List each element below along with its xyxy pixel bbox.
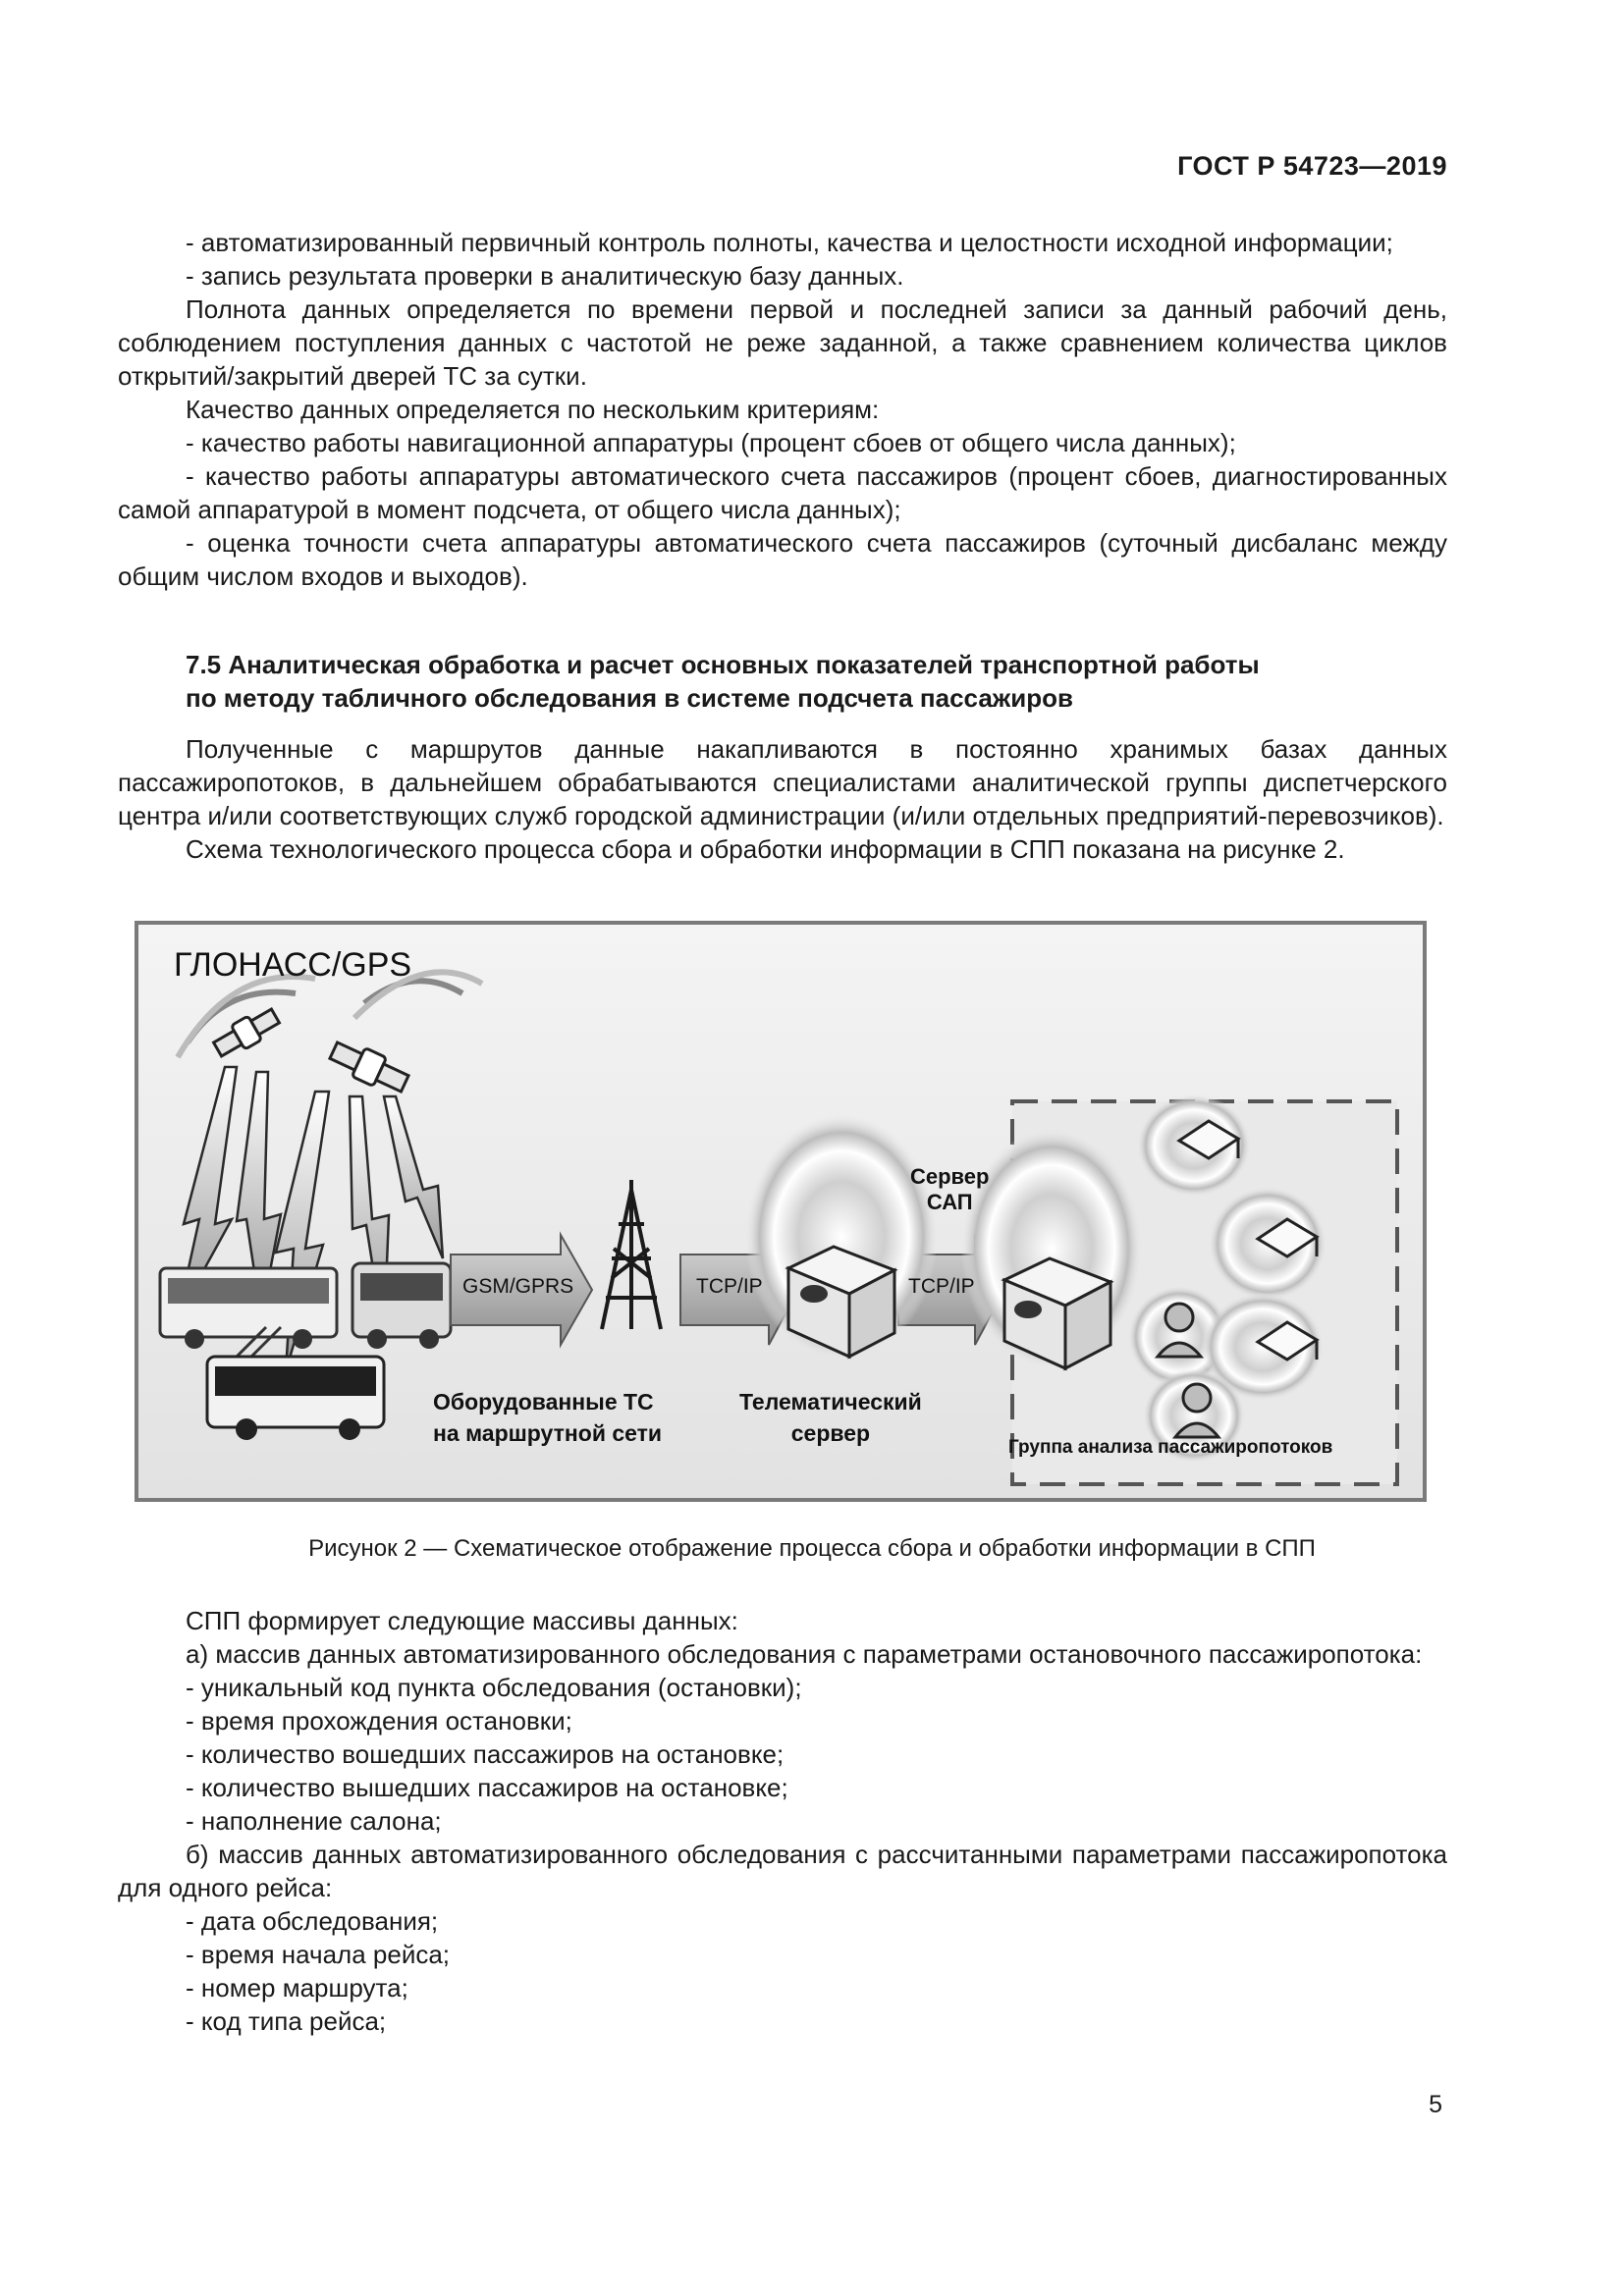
telematic-line-2: сервер bbox=[790, 1420, 871, 1446]
paragraph: - автоматизированный первичный контроль полноты, качества и целостности исходной информации; bbox=[186, 228, 1393, 257]
server-sap-label bbox=[910, 1164, 989, 1215]
figure-caption: Рисунок 2 — Схематическое отображение процесса сбора и обработки информации в СПП bbox=[308, 1535, 1316, 1562]
server-sap-line-1: Сервер bbox=[910, 1164, 990, 1189]
bus-icon bbox=[352, 1263, 451, 1349]
paragraph: Качество данных определяется по нескольким критериям: bbox=[186, 395, 880, 424]
telematic-line-1: Телематический bbox=[739, 1389, 922, 1415]
vehicles-label bbox=[433, 1386, 662, 1449]
section-heading-block bbox=[118, 648, 1447, 715]
paragraph: - запись результата проверки в аналитическую базу данных. bbox=[186, 261, 904, 291]
list-item: - номер маршрута; bbox=[186, 1973, 408, 2002]
paragraph: б) массив данных автоматизированного обследования с рассчитанными параметрами пассажиропотока для одного рейса: bbox=[118, 1840, 1447, 1902]
list-item: - количество вошедших пассажиров на остановке; bbox=[186, 1739, 785, 1769]
vehicles-line-2: на маршрутной сети bbox=[433, 1420, 663, 1446]
list-item: - уникальный код пункта обследования (остановки); bbox=[186, 1673, 802, 1702]
paragraph: а) массив данных автоматизированного обследования с параметрами остановочного пассажиропотока: bbox=[186, 1639, 1423, 1669]
text-block-1 bbox=[118, 226, 1447, 593]
section-heading-line-2: по методу табличного обследования в системе подсчета пассажиров bbox=[186, 683, 1073, 713]
paragraph: - качество работы навигационной аппаратуры (процент сбоев от общего числа данных); bbox=[186, 428, 1236, 457]
server-sap-line-2: САП bbox=[926, 1190, 973, 1214]
satellite-icon bbox=[211, 1004, 283, 1061]
section-heading-line-1: 7.5 Аналитическая обработка и расчет основных показателей транспортной работы bbox=[186, 650, 1260, 679]
standard-number: ГОСТ Р 54723—2019 bbox=[1177, 151, 1447, 181]
list-item: - количество вышедших пассажиров на остановке; bbox=[186, 1773, 788, 1802]
page-number: 5 bbox=[1429, 2091, 1442, 2118]
paragraph: СПП формирует следующие массивы данных: bbox=[186, 1606, 738, 1635]
paragraph: Полученные с маршрутов данные накапливаются в постоянно хранимых базах данных пассажиропотоков, в дальнейшем обрабатываются специалистами аналитической группы диспетчерского центра и/или соответствующих служб городской администрации (и/или отдельных предприятий-перевозчиков). bbox=[118, 734, 1447, 830]
vehicles-line-1: Оборудованные ТС bbox=[433, 1389, 654, 1415]
paragraph: - оценка точности счета аппаратуры автоматического счета пассажиров (суточный дисбаланс между общим числом входов и выходов). bbox=[118, 528, 1447, 591]
paragraph: Схема технологического процесса сбора и обработки информации в СПП показана на рисунке 2. bbox=[186, 834, 1345, 864]
tcp-label: TCP/IP bbox=[908, 1275, 975, 1298]
figure-2 bbox=[135, 921, 1427, 1502]
list-item: - наполнение салона; bbox=[186, 1806, 442, 1836]
cell-tower-icon bbox=[602, 1180, 661, 1329]
analysis-group-label: Группа анализа пассажиропотоков bbox=[1008, 1437, 1333, 1458]
telematic-label bbox=[739, 1386, 922, 1449]
satellite-icon bbox=[327, 1037, 411, 1098]
gsm-label: GSM/GPRS bbox=[462, 1275, 574, 1298]
text-block-2 bbox=[118, 732, 1447, 866]
text-block-3 bbox=[118, 1604, 1447, 2038]
list-item: - код типа рейса; bbox=[186, 2006, 387, 2036]
list-item: - время начала рейса; bbox=[186, 1940, 451, 1969]
glonass-label: ГЛОНАСС/GPS bbox=[174, 946, 412, 984]
bus-icon bbox=[160, 1268, 337, 1349]
paragraph: - качество работы аппаратуры автоматического счета пассажиров (процент сбоев, диагностированных самой аппаратурой в момент подсчета, от общего числа данных); bbox=[118, 461, 1447, 524]
list-item: - время прохождения остановки; bbox=[186, 1706, 572, 1735]
paragraph: Полнота данных определяется по времени первой и последней записи за данный рабочий день, соблюдением поступления данных с частотой не реже заданной, а также сравнением количества циклов открытий/закрытий дверей ТС за сутки. bbox=[118, 294, 1447, 391]
tcp-label: TCP/IP bbox=[696, 1275, 763, 1298]
list-item: - дата обследования; bbox=[186, 1906, 439, 1936]
